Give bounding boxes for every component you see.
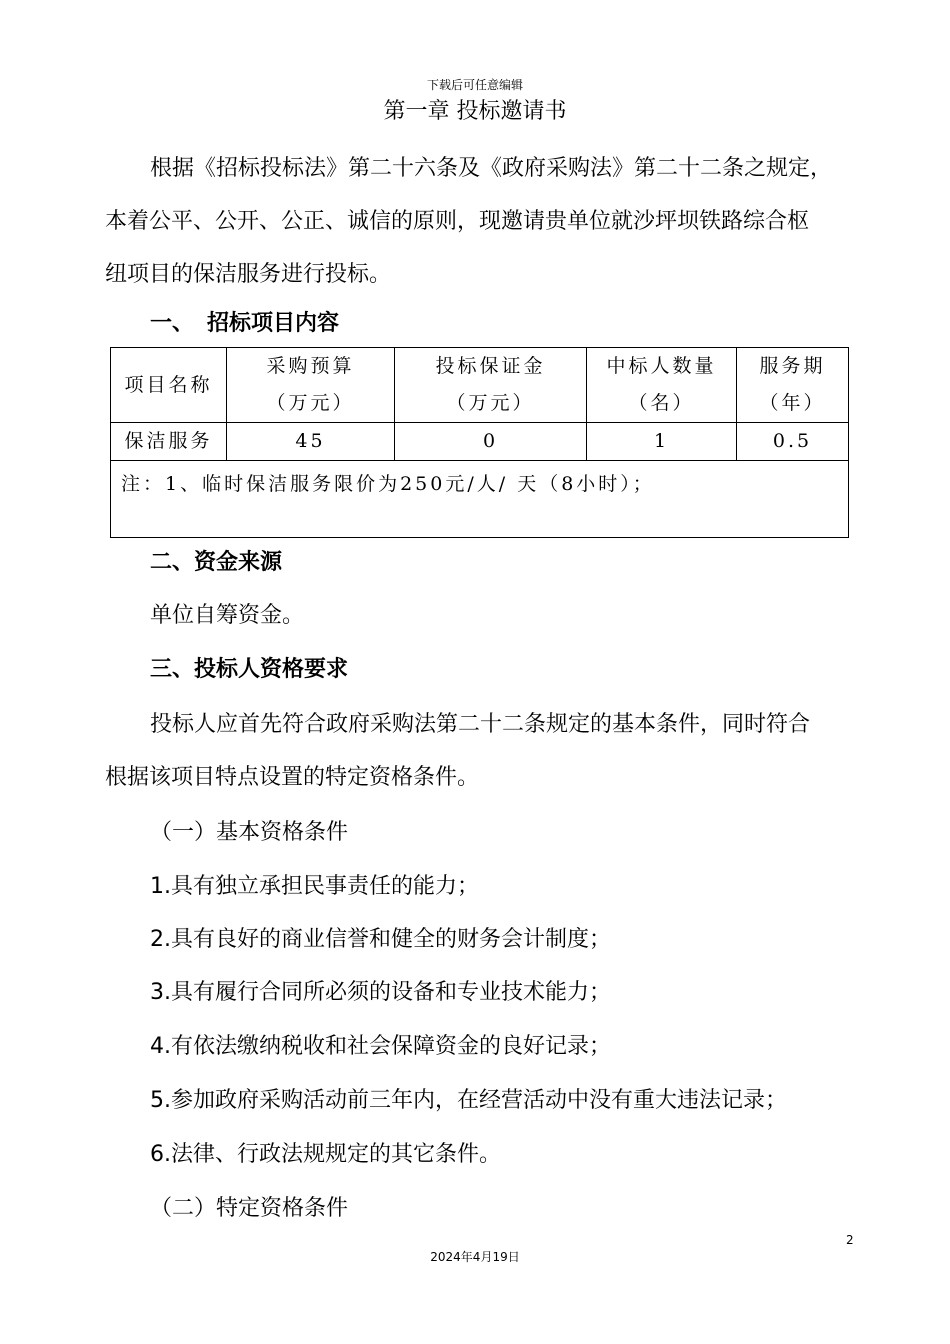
list-item: 1.具有独立承担民事责任的能力； (150, 874, 479, 899)
section1-number: 一、 (150, 311, 195, 336)
table-header-row (111, 348, 849, 423)
header-cell: 采购预算 （万元） (227, 348, 395, 423)
table-row (111, 423, 849, 461)
table-cell: 45 (227, 423, 395, 461)
header-cell: 服务期 （年） (737, 348, 849, 423)
intro-line-2: 本着公平、公开、公正、诚信的原则，现邀请贵单位就沙坪坝铁路综合枢 (105, 209, 810, 234)
intro-line-3: 纽项目的保洁服务进行投标。 (105, 262, 392, 287)
table-note: 注：1、临时保洁服务限价为250元/人/ 天（8小时）； (111, 461, 849, 538)
list-item: 3.具有履行合同所必须的设备和专业技术能力； (150, 980, 611, 1005)
header-cell: 项目名称 (111, 348, 227, 423)
table-cell: 保洁服务 (111, 423, 227, 461)
header-cell: 投标保证金 （万元） (395, 348, 587, 423)
specific-qualification-title: （二）特定资格条件 (150, 1196, 349, 1221)
header-cell: 中标人数量 （名） (587, 348, 737, 423)
project-table (110, 347, 849, 538)
chapter-title: 第一章 投标邀请书 (383, 99, 567, 124)
section1-title: 招标项目内容 (207, 311, 340, 336)
header-note: 下载后可任意编辑 (426, 78, 523, 92)
list-item: 5.参加政府采购活动前三年内，在经营活动中没有重大违法记录； (150, 1088, 787, 1113)
page-number: 2 (846, 1233, 854, 1247)
footer-date: 2024年4月19日 (430, 1250, 520, 1264)
list-item: 2.具有良好的商业信誉和健全的财务会计制度； (150, 927, 611, 952)
section2-text: 单位自筹资金。 (150, 603, 305, 628)
table-cell: 1 (587, 423, 737, 461)
table-cell: 0 (395, 423, 587, 461)
table-note-row (111, 461, 849, 538)
table-cell: 0.5 (737, 423, 849, 461)
intro-line-1: 根据《招标投标法》第二十六条及《政府采购法》第二十二条之规定， (150, 156, 833, 181)
section3-intro-line-1: 投标人应首先符合政府采购法第二十二条规定的基本条件，同时符合 (150, 712, 811, 737)
section3-title: 三、投标人资格要求 (150, 657, 349, 682)
list-item: 6.法律、行政法规规定的其它条件。 (150, 1142, 501, 1167)
section2-title: 二、资金来源 (150, 550, 283, 575)
basic-qualification-title: （一）基本资格条件 (150, 820, 349, 845)
section3-intro-line-2: 根据该项目特点设置的特定资格条件。 (105, 765, 480, 790)
list-item: 4.有依法缴纳税收和社会保障资金的良好记录； (150, 1034, 611, 1059)
